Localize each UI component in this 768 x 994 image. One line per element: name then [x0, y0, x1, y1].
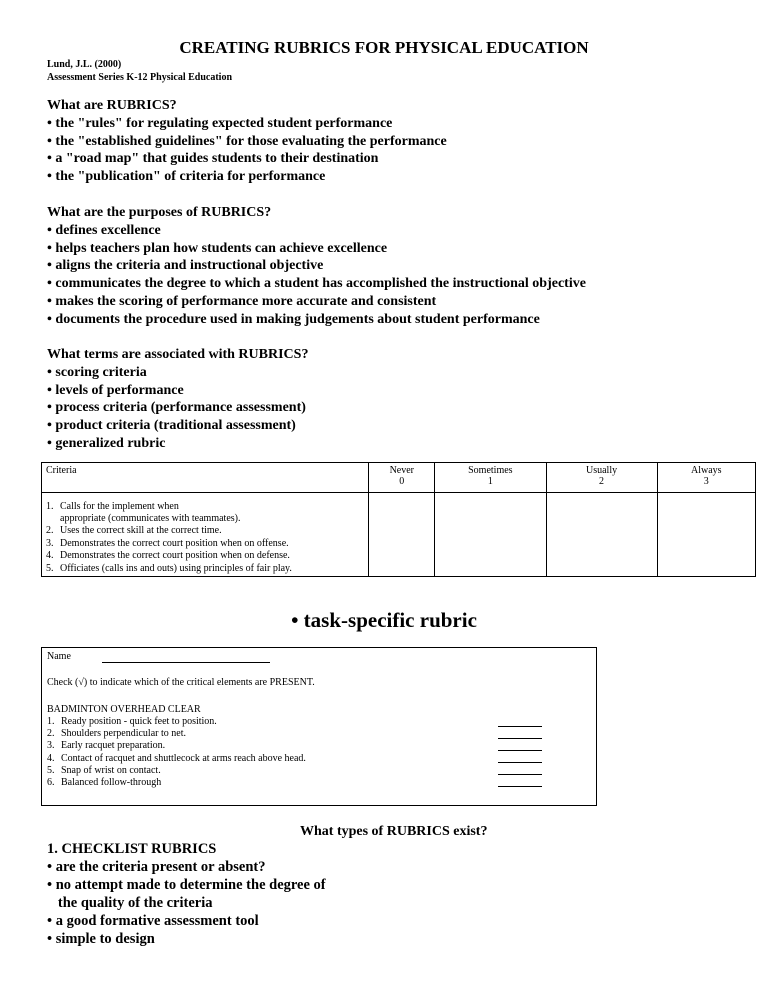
list-item: 6. Balanced follow-through [47, 777, 162, 789]
list-item: 1. Ready position - quick feet to position. [47, 716, 217, 727]
criteria-list [42, 493, 369, 577]
level-label: Always [690, 465, 722, 476]
level-label: Usually [585, 465, 618, 476]
list-item: • a good formative assessment tool [47, 913, 259, 929]
criteria-item: 4. Demonstrates the correct court position when on defense. [46, 550, 290, 562]
list-item: • the "publication" of criteria for performance [47, 169, 326, 185]
score-cell[interactable] [369, 493, 435, 577]
section-what-are [47, 97, 447, 186]
check-line[interactable] [498, 786, 542, 787]
check-line[interactable] [498, 738, 542, 739]
level-never [369, 463, 435, 493]
name-label: Name [47, 651, 71, 662]
check-line[interactable] [498, 762, 542, 763]
level-always [657, 463, 755, 493]
page-title: CREATING RUBRICS FOR PHYSICAL EDUCATION [179, 38, 589, 57]
criteria-item: 3. Demonstrates the correct court position when on offense. [46, 537, 289, 549]
level-label: Sometimes [468, 465, 513, 476]
list-item: 3. Early racquet preparation. [47, 740, 166, 752]
criteria-table [41, 462, 756, 577]
level-value: 0 [399, 476, 405, 487]
types-heading: What types of RUBRICS exist? [300, 824, 488, 839]
score-cell[interactable] [657, 493, 755, 577]
citation-series: Assessment Series K-12 Physical Education [47, 72, 232, 83]
section-heading: What are RUBRICS? [47, 98, 177, 113]
list-item: • levels of performance [47, 382, 184, 398]
list-item: • the "established guidelines" for those evaluating the performance [47, 133, 447, 149]
level-value: 2 [599, 476, 605, 487]
section-checklist [47, 840, 326, 948]
list-item: • product criteria (traditional assessment) [47, 418, 296, 434]
list-item: • documents the procedure used in making judgements about student performance [47, 311, 540, 327]
task-specific-heading: • task-specific rubric [291, 608, 477, 632]
list-item: • helps teachers plan how students can achieve excellence [47, 240, 388, 256]
level-label: Never [389, 465, 414, 476]
list-item: • aligns the criteria and instructional objective [47, 258, 324, 274]
list-item: • a "road map" that guides students to their destination [47, 151, 379, 167]
list-item: • makes the scoring of performance more accurate and consistent [47, 293, 437, 309]
list-item: • defines excellence [47, 222, 161, 238]
instruction: Check (√) to indicate which of the critical elements are PRESENT. [47, 677, 315, 688]
criteria-item: 2. Uses the correct skill at the correct time. [46, 525, 222, 537]
table-header-row [42, 463, 756, 493]
citation-author: Lund, J.L. (2000) [47, 59, 122, 70]
section-heading: 1. CHECKLIST RUBRICS [47, 841, 217, 857]
level-value: 1 [487, 476, 493, 487]
list-item: • simple to design [47, 931, 155, 947]
table-row [42, 493, 756, 577]
list-item: • the "rules" for regulating expected student performance [47, 115, 393, 131]
section-heading: What terms are associated with RUBRICS? [47, 347, 309, 362]
list-item: • no attempt made to determine the degree of [47, 877, 326, 893]
citation [47, 58, 232, 84]
level-usually [546, 463, 657, 493]
section-heading: What are the purposes of RUBRICS? [47, 205, 272, 220]
list-item: • are the criteria present or absent? [47, 859, 266, 875]
task-specific-rubric-box [41, 647, 597, 806]
list-item: 5. Snap of wrist on contact. [47, 764, 161, 776]
check-line[interactable] [498, 774, 542, 775]
criteria-item: 1. Calls for the implement when [46, 500, 179, 512]
level-sometimes [435, 463, 546, 493]
list-item: • process criteria (performance assessment) [47, 400, 306, 416]
name-field-line[interactable] [102, 662, 270, 663]
list-item: • generalized rubric [47, 435, 166, 451]
list-item: • communicates the degree to which a student has accomplished the instructional objective [47, 276, 586, 292]
list-item: 2. Shoulders perpendicular to net. [47, 728, 186, 740]
list-item: • scoring criteria [47, 364, 147, 380]
list-item: the quality of the criteria [47, 895, 213, 911]
skill-title: BADMINTON OVERHEAD CLEAR [47, 704, 201, 715]
section-purposes [47, 204, 586, 329]
score-cell[interactable] [435, 493, 546, 577]
check-line[interactable] [498, 750, 542, 751]
section-terms [47, 346, 308, 453]
check-line[interactable] [498, 726, 542, 727]
criteria-header: Criteria [42, 463, 369, 493]
list-item: 4. Contact of racquet and shuttlecock at arms reach above head. [47, 752, 306, 764]
level-value: 3 [703, 476, 709, 487]
critical-elements-list [47, 716, 306, 789]
criteria-item-cont: appropriate (communicates with teammates). [60, 512, 241, 524]
criteria-item: 5. Officiates (calls ins and outs) using principles of fair play. [46, 562, 292, 574]
score-cell[interactable] [546, 493, 657, 577]
